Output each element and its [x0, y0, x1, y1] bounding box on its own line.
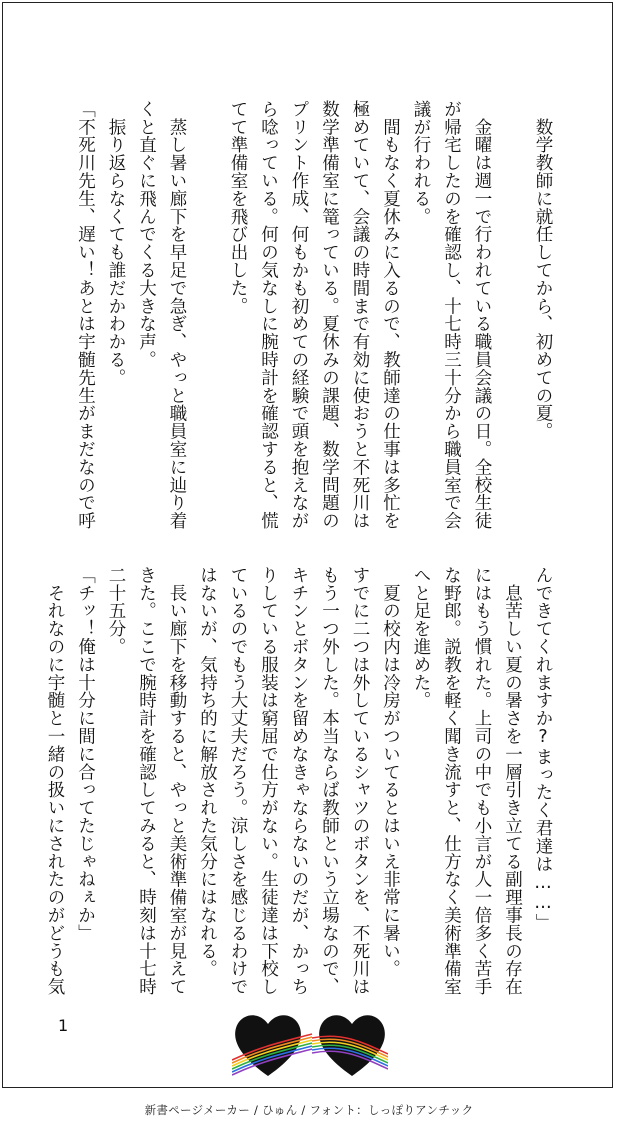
- text-line: ら唸っている。何の気なしに腕時計を確認すると、慌: [258, 100, 279, 530]
- text-line: へと足を進めた。: [411, 566, 431, 710]
- text-line: ているのでもう大丈夫だろう。涼しさを感じるわけで: [228, 566, 248, 996]
- text-line: んできてくれますか?まったく君達は……」: [533, 566, 553, 932]
- text-line: キチンとボタンを留めなきゃならないのだが、かっち: [289, 566, 309, 996]
- text-line: 極めていて、会議の時間まで有効に使おうと不死川は: [350, 100, 370, 530]
- text-line: くと直ぐに飛んでくる大きな声。: [136, 100, 157, 369]
- text-line: が帰宅したのを確認し、十七時三十分から職員室で会: [441, 100, 462, 530]
- footer-credit: 新書ページメーカー / ひゅん / フォント：しっぽりアンチック: [144, 1103, 474, 1117]
- text-line: きた。ここで腕時計を確認してみると、時刻は十七時: [136, 566, 157, 996]
- upper-text-block: [70, 100, 558, 530]
- page-number: 1: [58, 1016, 69, 1035]
- text-line: 蒸し暑い廊下を早足で急ぎ、やっと職員室に辿り着: [167, 100, 187, 530]
- text-line: 息苦しい夏の暑さを一層引き立てる副理事長の存在: [502, 566, 523, 996]
- text-line: りしている服装は窮屈で仕方がない。生徒達は下校し: [258, 566, 279, 996]
- text-line: な野郎。説教を軽く聞き流すと、仕方なく美術準備室: [441, 566, 462, 996]
- text-line: 議が行われる。: [411, 100, 431, 226]
- text-line: [192, 100, 223, 530]
- text-line: もう一つ外した。本当ならば教師という立場なので、: [319, 566, 340, 996]
- text-line: 振り返らなくても誰だかわかる。: [106, 100, 126, 387]
- text-line: [497, 100, 528, 530]
- text-line: プリント作成、何もかも初めての経験で頭を抱えなが: [289, 100, 309, 530]
- text-line: 数学準備室に篭っている。夏休みの課題、数学問題の: [319, 100, 340, 530]
- text-line: にはもう慣れた。上司の中でも小言が人一倍多く苦手: [472, 566, 492, 996]
- text-line: すでに二つは外しているシャツのボタンを、不死川は: [350, 566, 370, 996]
- lower-text-block: [40, 566, 559, 996]
- text-line: それなのに宇髄と一緒の扱いにされたのがどうも気: [45, 566, 65, 996]
- rainbow-hearts-icon: [232, 1008, 388, 1078]
- text-line: はないが、気持ち的に解放された気分にはなれる。: [197, 566, 218, 978]
- text-line: 数学教師に就任してから、初めての夏。: [533, 100, 553, 441]
- text-line: てて準備室を飛び出した。: [228, 100, 248, 315]
- text-line: 長い廊下を移動すると、やっと美術準備室が見えて: [167, 566, 187, 996]
- text-line: 「不死川先生、遅い！あとは宇髄先生がまだなので呼: [75, 100, 96, 530]
- text-line: 夏の校内は冷房がついてるとはいえ非常に暑い。: [380, 566, 401, 978]
- text-line: 「チッ！俺は十分に間に合ってたじゃねぇか」: [75, 566, 96, 942]
- text-line: 間もなく夏休みに入るので、教師達の仕事は多忙を: [380, 100, 401, 530]
- text-line: 二十五分。: [106, 566, 126, 656]
- text-line: 金曜は週一で行われている職員会議の日。全校生徒: [472, 100, 492, 530]
